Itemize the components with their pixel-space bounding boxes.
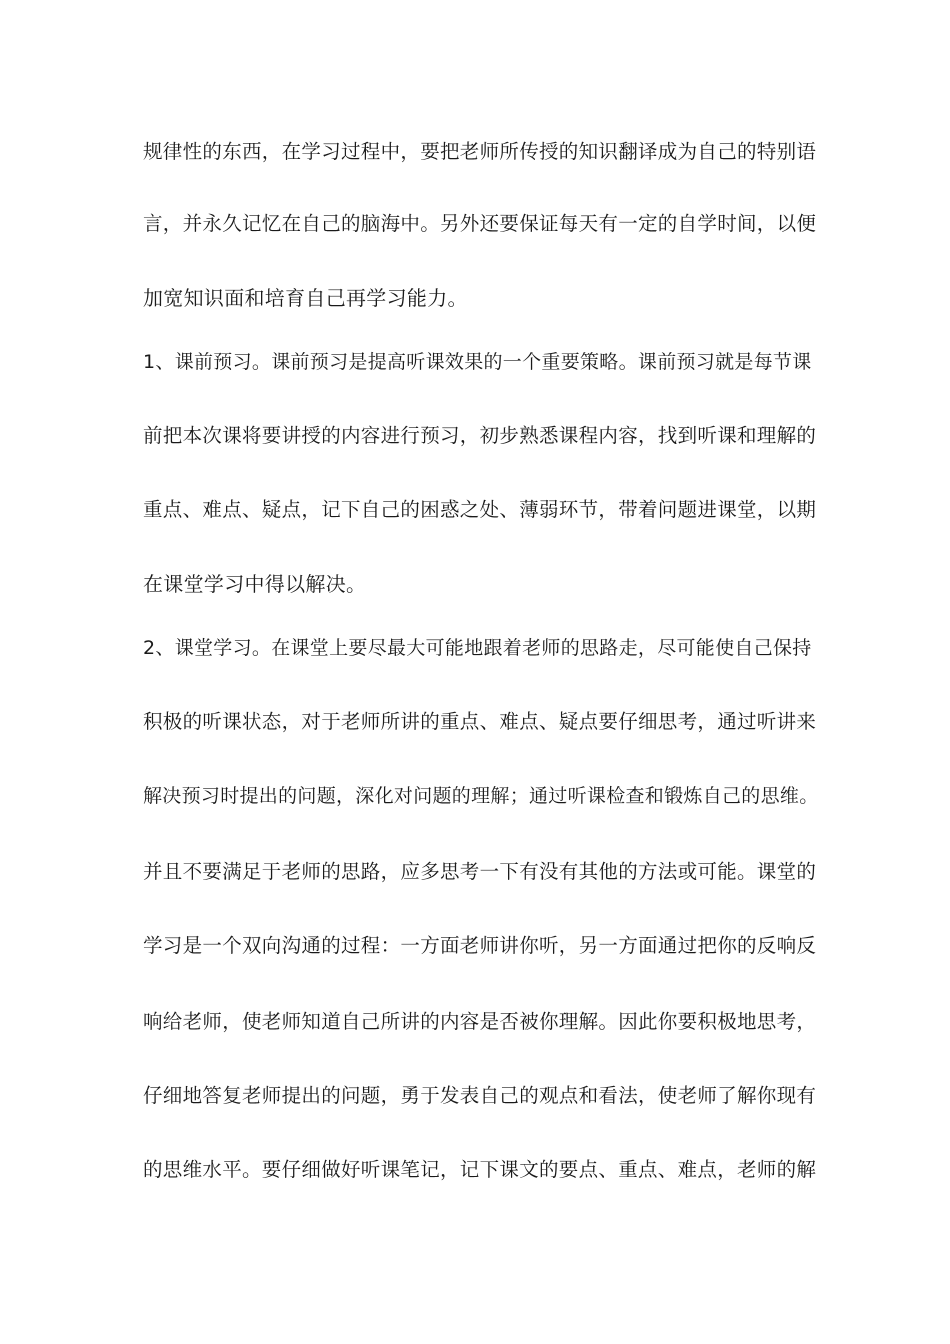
list-item-2: 2、课堂学习。在课堂上要尽最大可能地跟着老师的思路走，尽可能使自己保持 bbox=[143, 637, 812, 659]
text-line: 前把本次课将要讲授的内容进行预习，初步熟悉课程内容，找到听课和理解的 bbox=[143, 424, 817, 447]
text-line: 的思维水平。要仔细做好听课笔记，记下课文的要点、重点、难点，老师的解 bbox=[143, 1158, 817, 1181]
text-line: 解决预习时提出的问题，深化对问题的理解；通过听课检查和锻炼自己的思维。 bbox=[143, 785, 819, 807]
text-line: 加宽知识面和培育自己再学习能力。 bbox=[143, 286, 468, 310]
text-line: 学习是一个双向沟通的过程：一方面老师讲你听，另一方面通过把你的反响反 bbox=[143, 934, 817, 957]
text-line: 在课堂学习中得以解决。 bbox=[143, 572, 367, 596]
text-line: 言，并永久记忆在自己的脑海中。另外还要保证每天有一定的自学时间，以便 bbox=[143, 212, 817, 235]
text-line: 响给老师，使老师知道自己所讲的内容是否被你理解。因此你要积极地思考， bbox=[143, 1010, 817, 1033]
text-line: 规律性的东西，在学习过程中，要把老师所传授的知识翻译成为自己的特别语 bbox=[143, 140, 817, 163]
text-line: 积极的听课状态，对于老师所讲的重点、难点、疑点要仔细思考，通过听讲来 bbox=[143, 710, 817, 733]
list-item-1: 1、课前预习。课前预习是提高听课效果的一个重要策略。课前预习就是每节课 bbox=[143, 351, 812, 373]
text-line: 重点、难点、疑点，记下自己的困惑之处、薄弱环节，带着问题进课堂，以期 bbox=[143, 498, 817, 521]
text-line: 仔细地答复老师提出的问题，勇于发表自己的观点和看法，使老师了解你现有 bbox=[143, 1084, 817, 1107]
text-line: 并且不要满足于老师的思路，应多思考一下有没有其他的方法或可能。课堂的 bbox=[143, 860, 817, 883]
